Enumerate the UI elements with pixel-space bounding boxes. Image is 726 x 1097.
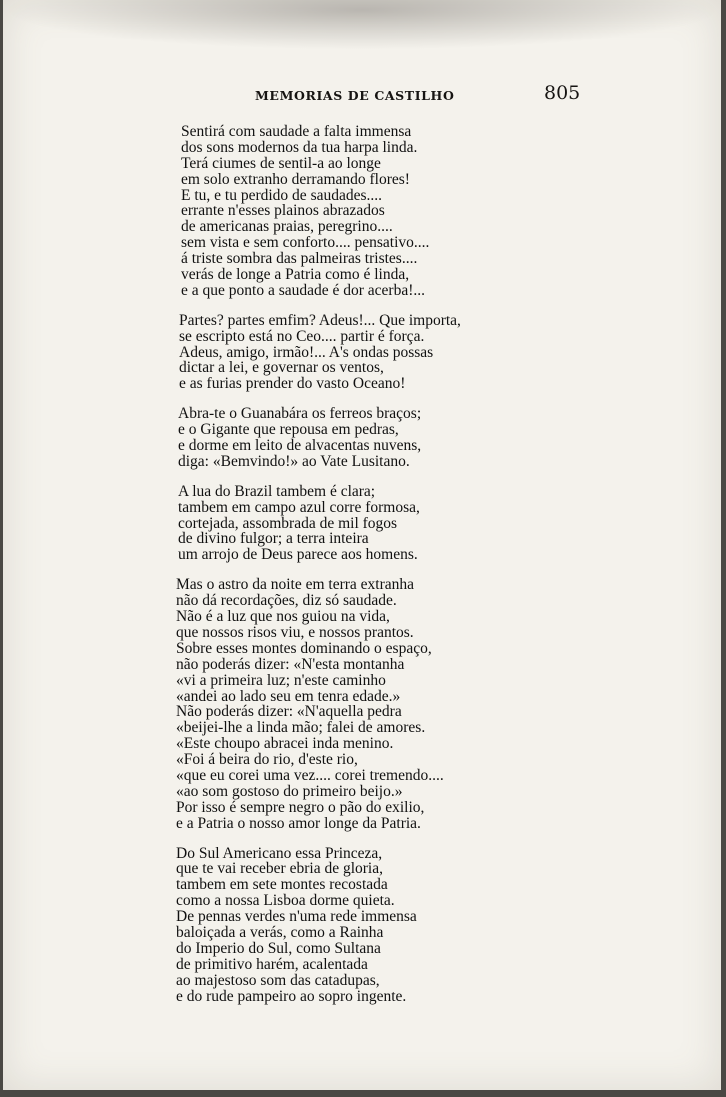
- stanza: [3, 577, 721, 831]
- verse-line: errante n'esses plainos abrazados: [181, 202, 385, 220]
- verse-line: e a Patria o nosso amor longe da Patria.: [176, 814, 421, 832]
- verse-line: se escripto está no Ceo.... partir é força.: [179, 327, 425, 345]
- verse-line: sem vista e sem conforto.... pensativo....: [181, 234, 430, 252]
- verse-line: cortejada, assombrada de mil fogos: [178, 514, 398, 532]
- verse-line: e dorme em leito de alvacentas nuvens,: [178, 437, 422, 455]
- verse-line: diga: «Bemvindo!» ao Vate Lusitano.: [178, 452, 410, 470]
- verse-line: do Imperio do Sul, como Sultana: [176, 939, 381, 957]
- verse-line: que te vai receber ebria de gloria,: [176, 860, 383, 878]
- page-number: 805: [544, 82, 581, 104]
- verse-line: Não poderás dizer: «N'aquella pedra: [176, 703, 402, 721]
- stanza: [3, 484, 721, 563]
- verse-line: e a que ponto a saudade é dor acerba!...: [181, 281, 426, 299]
- book-page: [3, 0, 721, 1090]
- verse-line: não poderás dizer: «N'esta montanha: [176, 655, 405, 673]
- stanza: [3, 846, 721, 1005]
- verse-line: «beijei-lhe a linda mão; falei de amores.: [176, 719, 426, 737]
- verse-line: Não é a luz que nos guiou na vida,: [176, 608, 390, 626]
- verse-line: Adeus, amigo, irmão!... A's ondas possas: [179, 343, 434, 361]
- verse-line: um arrojo de Deus parece aos homens.: [178, 546, 418, 564]
- scan-smudge: [3, 0, 721, 50]
- verse-line: de divino fulgor; a terra inteira: [178, 530, 369, 548]
- verse-line: Abra-te o Guanabára os ferreos braços;: [178, 405, 422, 423]
- verse-line: Terá ciumes de sentil-a ao longe: [181, 154, 381, 172]
- verse-line: á triste sombra das palmeiras tristes....: [181, 250, 418, 268]
- verse-line: de primitivo harém, acalentada: [176, 955, 368, 973]
- verse-line: «vi a primeira luz; n'este caminho: [176, 671, 386, 689]
- verse-line: verás de longe a Patria como é linda,: [181, 266, 410, 284]
- verse-line: e do rude pampeiro ao sopro ingente.: [176, 987, 407, 1005]
- verse-line: e o Gigante que repousa em pedras,: [178, 421, 399, 439]
- verse-line: que nossos risos viu, e nossos prantos.: [176, 623, 414, 641]
- stanza: [3, 313, 721, 392]
- verse-line: e as furias prender do vasto Oceano!: [179, 375, 406, 393]
- verse-line: Do Sul Americano essa Princeza,: [176, 844, 383, 862]
- verse-line: Sobre esses montes dominando o espaço,: [176, 639, 432, 657]
- verse-line: em solo extranho derramando flores!: [181, 170, 410, 188]
- verse-line: Mas o astro da noite em terra extranha: [176, 576, 415, 594]
- verse-line: tambem em sete montes recostada: [176, 876, 388, 894]
- verse-line: como a nossa Lisboa dorme quieta.: [176, 892, 395, 910]
- verse-line: ao majestoso som das catadupas,: [176, 971, 380, 989]
- page-header: [3, 82, 721, 110]
- verse-line: A lua do Brazil tambem é clara;: [178, 482, 376, 500]
- verse-line: «andei ao lado seu em tenra edade.»: [176, 687, 401, 705]
- verse-line: de americanas praias, peregrino....: [181, 218, 393, 236]
- verse-line: Partes? partes emfim? Adeus!... Que importa,: [179, 311, 461, 329]
- verse-line: «Foi á beira do rio, d'este rio,: [176, 751, 358, 769]
- verse-line: De pennas verdes n'uma rede immensa: [176, 908, 417, 926]
- verse-line: E tu, e tu perdido de saudades....: [181, 186, 383, 204]
- verse-line: «que eu corei uma vez.... corei tremendo....: [176, 766, 444, 784]
- verse-line: «Este choupo abracei inda menino.: [176, 735, 394, 753]
- verse-line: não dá recordações, diz só saudade.: [176, 592, 397, 610]
- poem-body: [3, 124, 721, 1018]
- verse-line: dos sons modernos da tua harpa linda.: [181, 138, 418, 156]
- verse-line: baloiçada a verás, como a Rainha: [176, 923, 384, 941]
- running-title: MEMORIAS DE CASTILHO: [255, 88, 455, 103]
- stanza: [3, 406, 721, 470]
- verse-line: Por isso é sempre negro o pão do exilio,: [176, 798, 425, 816]
- verse-line: Sentirá com saudade a falta immensa: [181, 123, 412, 140]
- verse-line: «ao som gostoso do primeiro beijo.»: [176, 782, 403, 800]
- verse-line: dictar a lei, e governar os ventos,: [179, 359, 384, 377]
- verse-line: tambem em campo azul corre formosa,: [178, 498, 420, 516]
- stanza: [3, 124, 721, 299]
